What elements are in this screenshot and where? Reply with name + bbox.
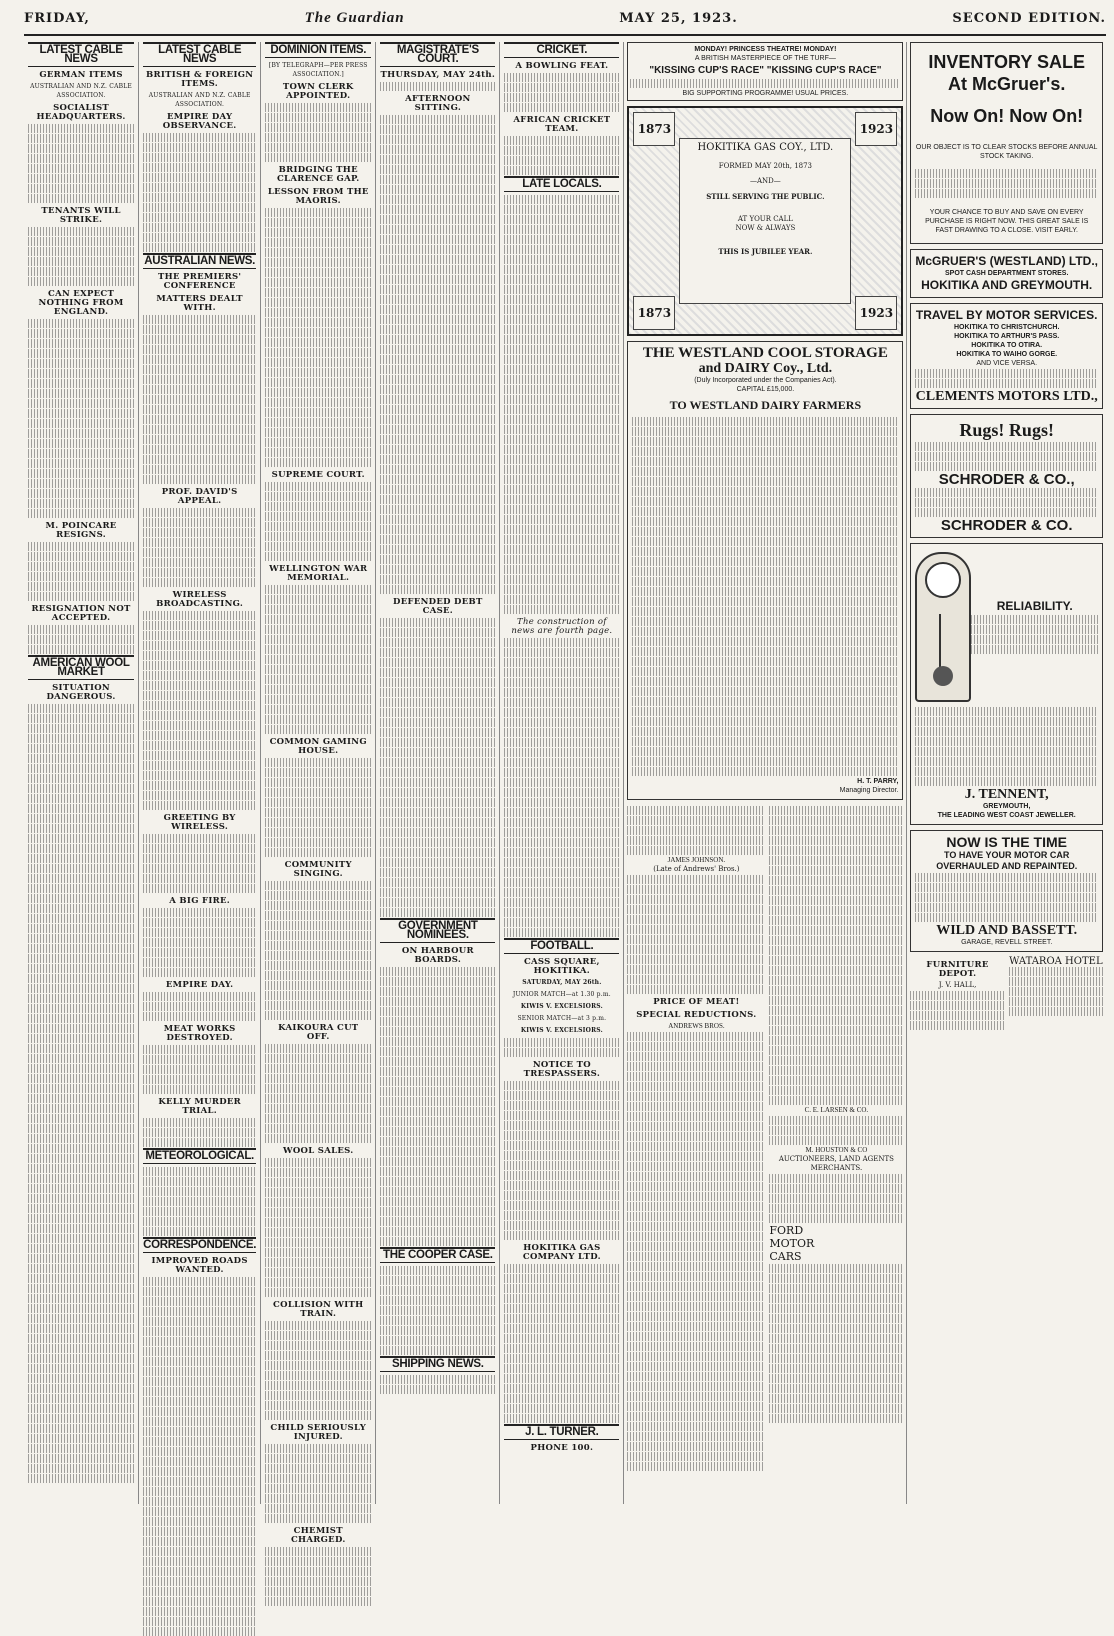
subhead: CHEMIST CHARGED. <box>290 1526 346 1545</box>
ad-travel <box>910 303 1103 409</box>
section-german-items: GERMAN ITEMS <box>39 70 123 80</box>
column-dominion-items <box>261 42 376 1545</box>
subhead: SITUATION DANGEROUS. <box>46 683 116 702</box>
ws-head: TO WESTLAND DAIRY FARMERS <box>669 398 862 412</box>
special-reductions: SPECIAL REDUCTIONS. <box>636 1010 757 1020</box>
subhead: A BOWLING FEAT. <box>515 61 609 71</box>
subhead: ON HARBOUR BOARDS. <box>401 946 474 965</box>
subhead: M. POINCARE RESIGNS. <box>45 521 117 540</box>
column-magistrates-court <box>376 42 500 1504</box>
masthead <box>24 10 1106 36</box>
tennent-tagline: THE LEADING WEST COAST JEWELLER. <box>937 812 1076 819</box>
subhead: EMPIRE DAY OBSERVANCE. <box>162 112 237 131</box>
ad-wataroa <box>1009 957 1103 1031</box>
theatre-topline: MONDAY! PRINCESS THEATRE! MONDAY! <box>694 46 837 53</box>
wild-bassett-sub: GARAGE, REVELL STREET. <box>961 939 1053 946</box>
ads-column-a <box>624 42 907 1504</box>
gas-title: HOKITIKA GAS COY., LTD. <box>697 142 834 153</box>
masthead-title: The Guardian <box>304 10 405 26</box>
gas-line: STILL SERVING THE PUBLIC. <box>706 192 825 201</box>
turner-name: J. L. TURNER. <box>504 1424 619 1440</box>
rugs-title: Rugs! Rugs! <box>959 420 1054 440</box>
reliability-title: RELIABILITY. <box>996 599 1073 613</box>
ad-larsen: C. E. LARSEN & CO. <box>804 1106 869 1114</box>
column-british-foreign <box>139 42 261 1504</box>
price-of-meat: PRICE OF MEAT! <box>653 997 740 1007</box>
ad-andrews-bros: ANDREWS BROS. <box>668 1022 725 1030</box>
tennent-name: J. TENNENT, <box>964 787 1049 802</box>
schroder-1: SCHRODER & CO., <box>938 471 1075 488</box>
subhead: TOWN CLERK APPOINTED. <box>282 82 354 101</box>
notice-fourth-page: The construction of news are fourth page. <box>511 617 613 636</box>
cass-square: CASS SQUARE, HOKITIKA. <box>523 957 600 976</box>
clements-motors: CLEMENTS MOTORS LTD., <box>915 389 1098 404</box>
credit: AUSTRALIAN AND N.Z. CABLE ASSOCIATION. <box>148 92 251 108</box>
ads-sub-right <box>769 805 903 1472</box>
gas-year-4: 1923 <box>855 296 897 330</box>
subhead: KAIKOURA CUT OFF. <box>278 1023 359 1042</box>
film-title: "KISSING CUP'S RACE" "KISSING CUP'S RACE" <box>649 65 882 76</box>
headline-latest-cable-news: LATEST CABLE NEWS <box>143 42 256 67</box>
company-name: HOKITIKA GAS COMPANY LTD. <box>522 1243 601 1262</box>
subhead-date: THURSDAY, MAY 24th. <box>380 70 496 80</box>
now-title: NOW IS THE TIME <box>946 834 1067 850</box>
column-german-items <box>24 42 139 1504</box>
credit: AUSTRALIAN AND N.Z. CABLE ASSOCIATION. <box>30 83 132 99</box>
subhead: TENANTS WILL STRIKE. <box>41 206 121 225</box>
furniture-depot: FURNITURE DEPOT. <box>926 960 989 979</box>
subhead: COLLISION WITH TRAIN. <box>273 1300 364 1319</box>
now-sub: TO HAVE YOUR MOTOR CAR OVERHAULED AND REPAINTED. <box>936 850 1078 871</box>
headline-shipping-news: SHIPPING NEWS. <box>380 1356 495 1372</box>
ws-title-2: and DAIRY Coy., Ltd. <box>698 361 833 376</box>
headline-football: FOOTBALL. <box>504 938 619 954</box>
clock-icon <box>915 552 971 702</box>
houston-sub: AUCTIONEERS, LAND AGENTS MERCHANTS. <box>778 1155 894 1172</box>
subhead: THE PREMIERS' CONFERENCE <box>158 272 242 291</box>
headline-meteorological: METEOROLOGICAL. <box>143 1148 256 1164</box>
wild-bassett: WILD AND BASSETT. <box>936 923 1078 938</box>
travel-route: HOKITIKA TO OTIRA. <box>971 342 1043 349</box>
subhead: IMPROVED ROADS WANTED. <box>151 1256 248 1275</box>
travel-route: HOKITIKA TO ARTHUR'S PASS. <box>954 333 1060 340</box>
subhead: AFTERNOON SITTING. <box>405 94 471 113</box>
match-date: SATURDAY, MAY 26th. <box>522 979 602 986</box>
gas-inner <box>679 138 851 304</box>
inventory-text-1: OUR OBJECT IS TO CLEAR STOCKS BEFORE ANNUAL STOCK TAKING. <box>915 144 1098 160</box>
jj-sub: (Late of Andrews' Bros.) <box>653 865 740 873</box>
masthead-day: FRIDAY, <box>24 11 90 26</box>
subhead: DEFENDED DEBT CASE. <box>393 597 483 616</box>
headline-cooper-case: THE COOPER CASE. <box>380 1247 495 1263</box>
subhead: COMMON GAMING HOUSE. <box>269 737 367 756</box>
senior-teams: KIWIS V. EXCELSIORS. <box>520 1027 603 1034</box>
travel-route: HOKITIKA TO WAIHO GORGE. <box>956 351 1058 358</box>
ad-westland-cool-storage <box>627 341 903 800</box>
jv-hall: J. V. HALL, <box>938 981 977 989</box>
headline-american-wool-market: AMERICAN WOOL MARKET <box>28 655 134 680</box>
subhead: SUPREME COURT. <box>271 470 365 480</box>
subhead: A BIG FIRE. <box>169 896 231 906</box>
ws-signature: H. T. PARRY, <box>857 778 899 785</box>
film-line-1: A BRITISH MASTERPIECE OF THE TURF— <box>694 55 836 62</box>
inventory-now: Now On! Now On! <box>930 106 1084 126</box>
gas-year-1: 1873 <box>633 112 675 146</box>
headline-government-nominees: GOVERNMENT NOMINEES. <box>380 918 495 943</box>
mcgruers-stores: SPOT CASH DEPARTMENT STORES. <box>944 270 1069 277</box>
subhead: COMMUNITY SINGING. <box>284 860 352 879</box>
gas-line: —AND— <box>749 177 781 185</box>
subhead: CHILD SERIOUSLY INJURED. <box>270 1423 367 1442</box>
subhead: MEAT WORKS DESTROYED. <box>163 1024 236 1043</box>
subhead: WIRELESS BROADCASTING. <box>156 590 244 609</box>
subhead: PROF. DAVID'S APPEAL. <box>161 487 238 506</box>
gas-line: FORMED MAY 20th, 1873 <box>718 162 813 170</box>
ws-capital: CAPITAL £15,000. <box>736 386 795 393</box>
headline-magistrates-court: MAGISTRATE'S COURT. <box>380 42 495 67</box>
inventory-title: INVENTORY SALE <box>928 52 1086 72</box>
ads-column-b <box>907 42 1106 1504</box>
ad-furniture <box>910 957 1004 1031</box>
gas-line: THIS IS JUBILEE YEAR. <box>718 247 813 256</box>
ad-james-johnson: JAMES JOHNSON. <box>667 856 726 864</box>
ads-sub-left <box>627 805 765 1472</box>
ad-inventory-sale <box>910 42 1103 244</box>
junior-teams: KIWIS V. EXCELSIORS. <box>520 1003 603 1010</box>
film-line-3: BIG SUPPORTING PROGRAMME! USUAL PRICES. <box>682 90 849 97</box>
tennent-town: GREYMOUTH, <box>982 803 1031 810</box>
subhead: RESIGNATION NOT ACCEPTED. <box>31 604 131 623</box>
ad-mcgruers <box>910 249 1103 298</box>
column-cricket-locals <box>500 42 624 1504</box>
ad-now-is-the-time <box>910 830 1103 952</box>
inventory-text-2: YOUR CHANCE TO BUY AND SAVE ON EVERY PURCHASE IS RIGHT NOW. THIS GREAT SALE IS FAST DRAWING TO A CLOSE. VISIT EARLY. <box>925 209 1089 234</box>
subhead: BRIDGING THE CLARENCE GAP. <box>276 165 360 184</box>
masthead-edition: SECOND EDITION. <box>952 11 1106 26</box>
subhead: WELLINGTON WAR MEMORIAL. <box>269 564 368 583</box>
ford-label: FORD MOTOR CARS <box>769 1224 815 1263</box>
subhead: WOOL SALES. <box>282 1146 354 1156</box>
subhead: KELLY MURDER TRIAL. <box>158 1097 242 1116</box>
travel-route: HOKITIKA TO CHRISTCHURCH. <box>954 324 1060 331</box>
ads-bottom-row <box>910 957 1103 1031</box>
subhead: LESSON FROM THE MAORIS. <box>267 187 369 206</box>
wataroa-hotel: WATAROA HOTEL <box>1009 956 1103 967</box>
ad-rugs <box>910 414 1103 538</box>
headline-latest-cable-news: LATEST CABLE NEWS <box>28 42 134 67</box>
mcgruers-name: McGRUER'S (WESTLAND) LTD., <box>915 254 1099 268</box>
subhead: SOCIALIST HEADQUARTERS. <box>36 103 126 122</box>
mcgruers-towns: HOKITIKA AND GREYMOUTH. <box>921 278 1093 292</box>
turner-phone: PHONE 100. <box>530 1443 594 1453</box>
headline-cricket: CRICKET. <box>504 42 619 58</box>
headline-correspondence: CORRESPONDENCE. <box>143 1239 257 1251</box>
gas-line: AT YOUR CALL <box>737 215 793 223</box>
travel-title: TRAVEL BY MOTOR SERVICES. <box>915 308 1098 322</box>
inventory-sub: At McGruer's. <box>948 74 1066 94</box>
subhead: NOTICE TO TRESPASSERS. <box>523 1060 601 1079</box>
ad-princess-theatre <box>627 42 903 101</box>
subhead: EMPIRE DAY. <box>165 980 234 990</box>
junior-match: JUNIOR MATCH—at 1.30 p.m. <box>512 991 611 998</box>
ad-houston: M. HOUSTON & CO <box>805 1146 868 1154</box>
subhead: MATTERS DEALT WITH. <box>156 294 243 313</box>
ws-signature-title: Managing Director. <box>839 787 899 794</box>
subhead: AFRICAN CRICKET TEAM. <box>513 115 611 134</box>
gas-line: NOW & ALWAYS <box>735 224 796 232</box>
section-british-foreign: BRITISH & FOREIGN ITEMS. <box>145 70 254 89</box>
subhead: CAN EXPECT NOTHING FROM ENGLAND. <box>38 289 124 317</box>
gas-year-3: 1873 <box>633 296 675 330</box>
headline-late-locals: LATE LOCALS. <box>504 176 619 192</box>
masthead-date: MAY 25, 1923. <box>619 11 738 26</box>
gas-year-2: 1923 <box>855 112 897 146</box>
schroder-2: SCHRODER & CO. <box>940 517 1073 534</box>
ws-sub: (Duly Incorporated under the Companies Act). <box>694 377 837 384</box>
headline-australian-news: AUSTRALIAN NEWS. <box>144 255 256 267</box>
ad-hokitika-gas <box>627 106 903 336</box>
ad-reliability <box>910 543 1103 825</box>
subhead: GREETING BY WIRELESS. <box>163 813 236 832</box>
travel-vice-versa: AND VICE VERSA. <box>976 360 1038 367</box>
headline-dominion-items: DOMINION ITEMS. <box>265 42 371 58</box>
credit: [BY TELEGRAPH—PER PRESS ASSOCIATION.] <box>268 62 368 78</box>
ws-title: THE WESTLAND COOL STORAGE <box>642 345 888 361</box>
senior-match: SENIOR MATCH—at 3 p.m. <box>517 1015 607 1022</box>
